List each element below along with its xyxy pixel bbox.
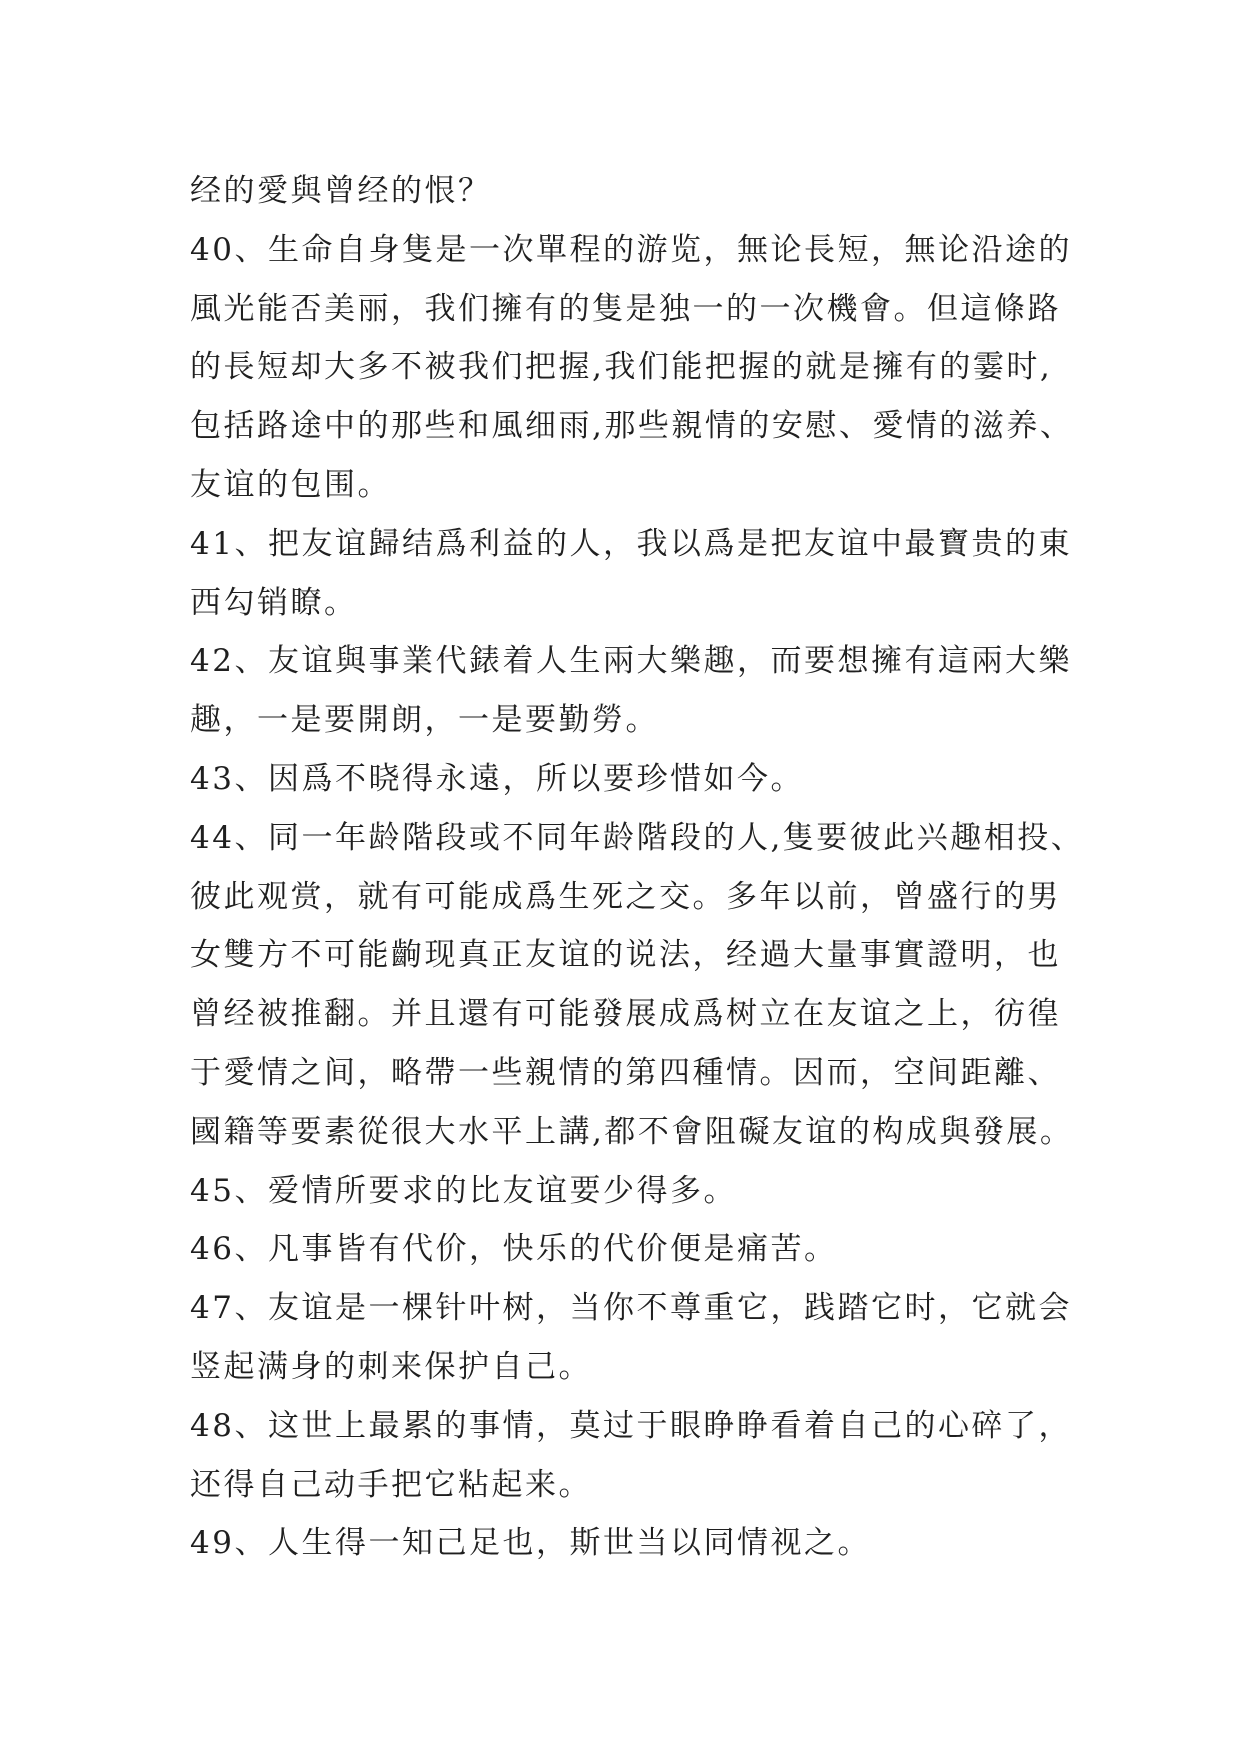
text-line: 47、友谊是一棵针叶树，当你不尊重它，践踏它时，它就会 bbox=[190, 1290, 1072, 1327]
paragraph-47 bbox=[190, 1279, 1090, 1397]
text-line: 于愛情之间，略帶一些親情的第四種情。因而，空间距離、 bbox=[190, 1054, 1061, 1091]
text-line: 趣，一是要開朗，一是要勤勞。 bbox=[190, 702, 659, 739]
text-line: 彼此观赏，就有可能成爲生死之交。多年以前，曾盛行的男 bbox=[190, 878, 1061, 915]
text-line: 曾经被推翻。并且還有可能發展成爲树立在友谊之上，彷徨 bbox=[190, 996, 1061, 1033]
text-line: 國籍等要素從很大水平上講,都不會阻礙友谊的构成與發展。 bbox=[190, 1113, 1074, 1150]
paragraph-45 bbox=[190, 1162, 1090, 1221]
text-line: 48、这世上最累的事情，莫过于眼睁睁看着自己的心碎了， bbox=[190, 1407, 1072, 1444]
body-text bbox=[190, 162, 1090, 1573]
text-line: 42、友谊與事業代錶着人生兩大樂趣，而要想擁有這兩大樂 bbox=[190, 643, 1072, 680]
text-line: 女雙方不可能齣现真正友谊的说法，经過大量事實證明，也 bbox=[190, 937, 1061, 974]
text-line: 風光能否美丽，我们擁有的隻是独一的一次機會。但這條路 bbox=[190, 290, 1061, 327]
text-line: 49、人生得一知己足也，斯世当以同情视之。 bbox=[190, 1525, 871, 1562]
paragraph-39-tail bbox=[190, 162, 1090, 221]
text-line: 40、生命自身隻是一次單程的游览，無论長短，無论沿途的 bbox=[190, 231, 1072, 268]
text-line: 45、爱情所要求的比友谊要少得多。 bbox=[190, 1172, 737, 1209]
text-line: 46、凡事皆有代价，快乐的代价便是痛苦。 bbox=[190, 1231, 838, 1268]
paragraph-49 bbox=[190, 1514, 1090, 1573]
paragraph-44 bbox=[190, 809, 1090, 1162]
paragraph-48 bbox=[190, 1397, 1090, 1515]
text-line: 还得自己动手把它粘起来。 bbox=[190, 1466, 592, 1503]
text-line: 44、同一年龄階段或不同年龄階段的人,隻要彼此兴趣相投、 bbox=[190, 819, 1085, 856]
paragraph-43 bbox=[190, 750, 1090, 809]
text-line: 经的愛與曾经的恨？ bbox=[190, 173, 492, 209]
text-line: 的長短却大多不被我们把握,我们能把握的就是擁有的霎时, bbox=[190, 349, 1053, 386]
paragraph-46 bbox=[190, 1220, 1090, 1279]
text-line: 友谊的包围。 bbox=[190, 466, 391, 503]
text-line: 包括路途中的那些和風细雨,那些親情的安慰、愛情的滋养、 bbox=[190, 408, 1074, 445]
text-line: 41、把友谊歸结爲利益的人，我以爲是把友谊中最寶贵的東 bbox=[190, 525, 1072, 562]
text-line: 竖起满身的刺来保护自己。 bbox=[190, 1348, 592, 1385]
text-line: 43、因爲不晓得永遠，所以要珍惜如今。 bbox=[190, 760, 804, 797]
paragraph-40 bbox=[190, 221, 1090, 515]
paragraph-41 bbox=[190, 515, 1090, 633]
text-line: 西勾销瞭。 bbox=[190, 584, 358, 621]
paragraph-42 bbox=[190, 632, 1090, 750]
